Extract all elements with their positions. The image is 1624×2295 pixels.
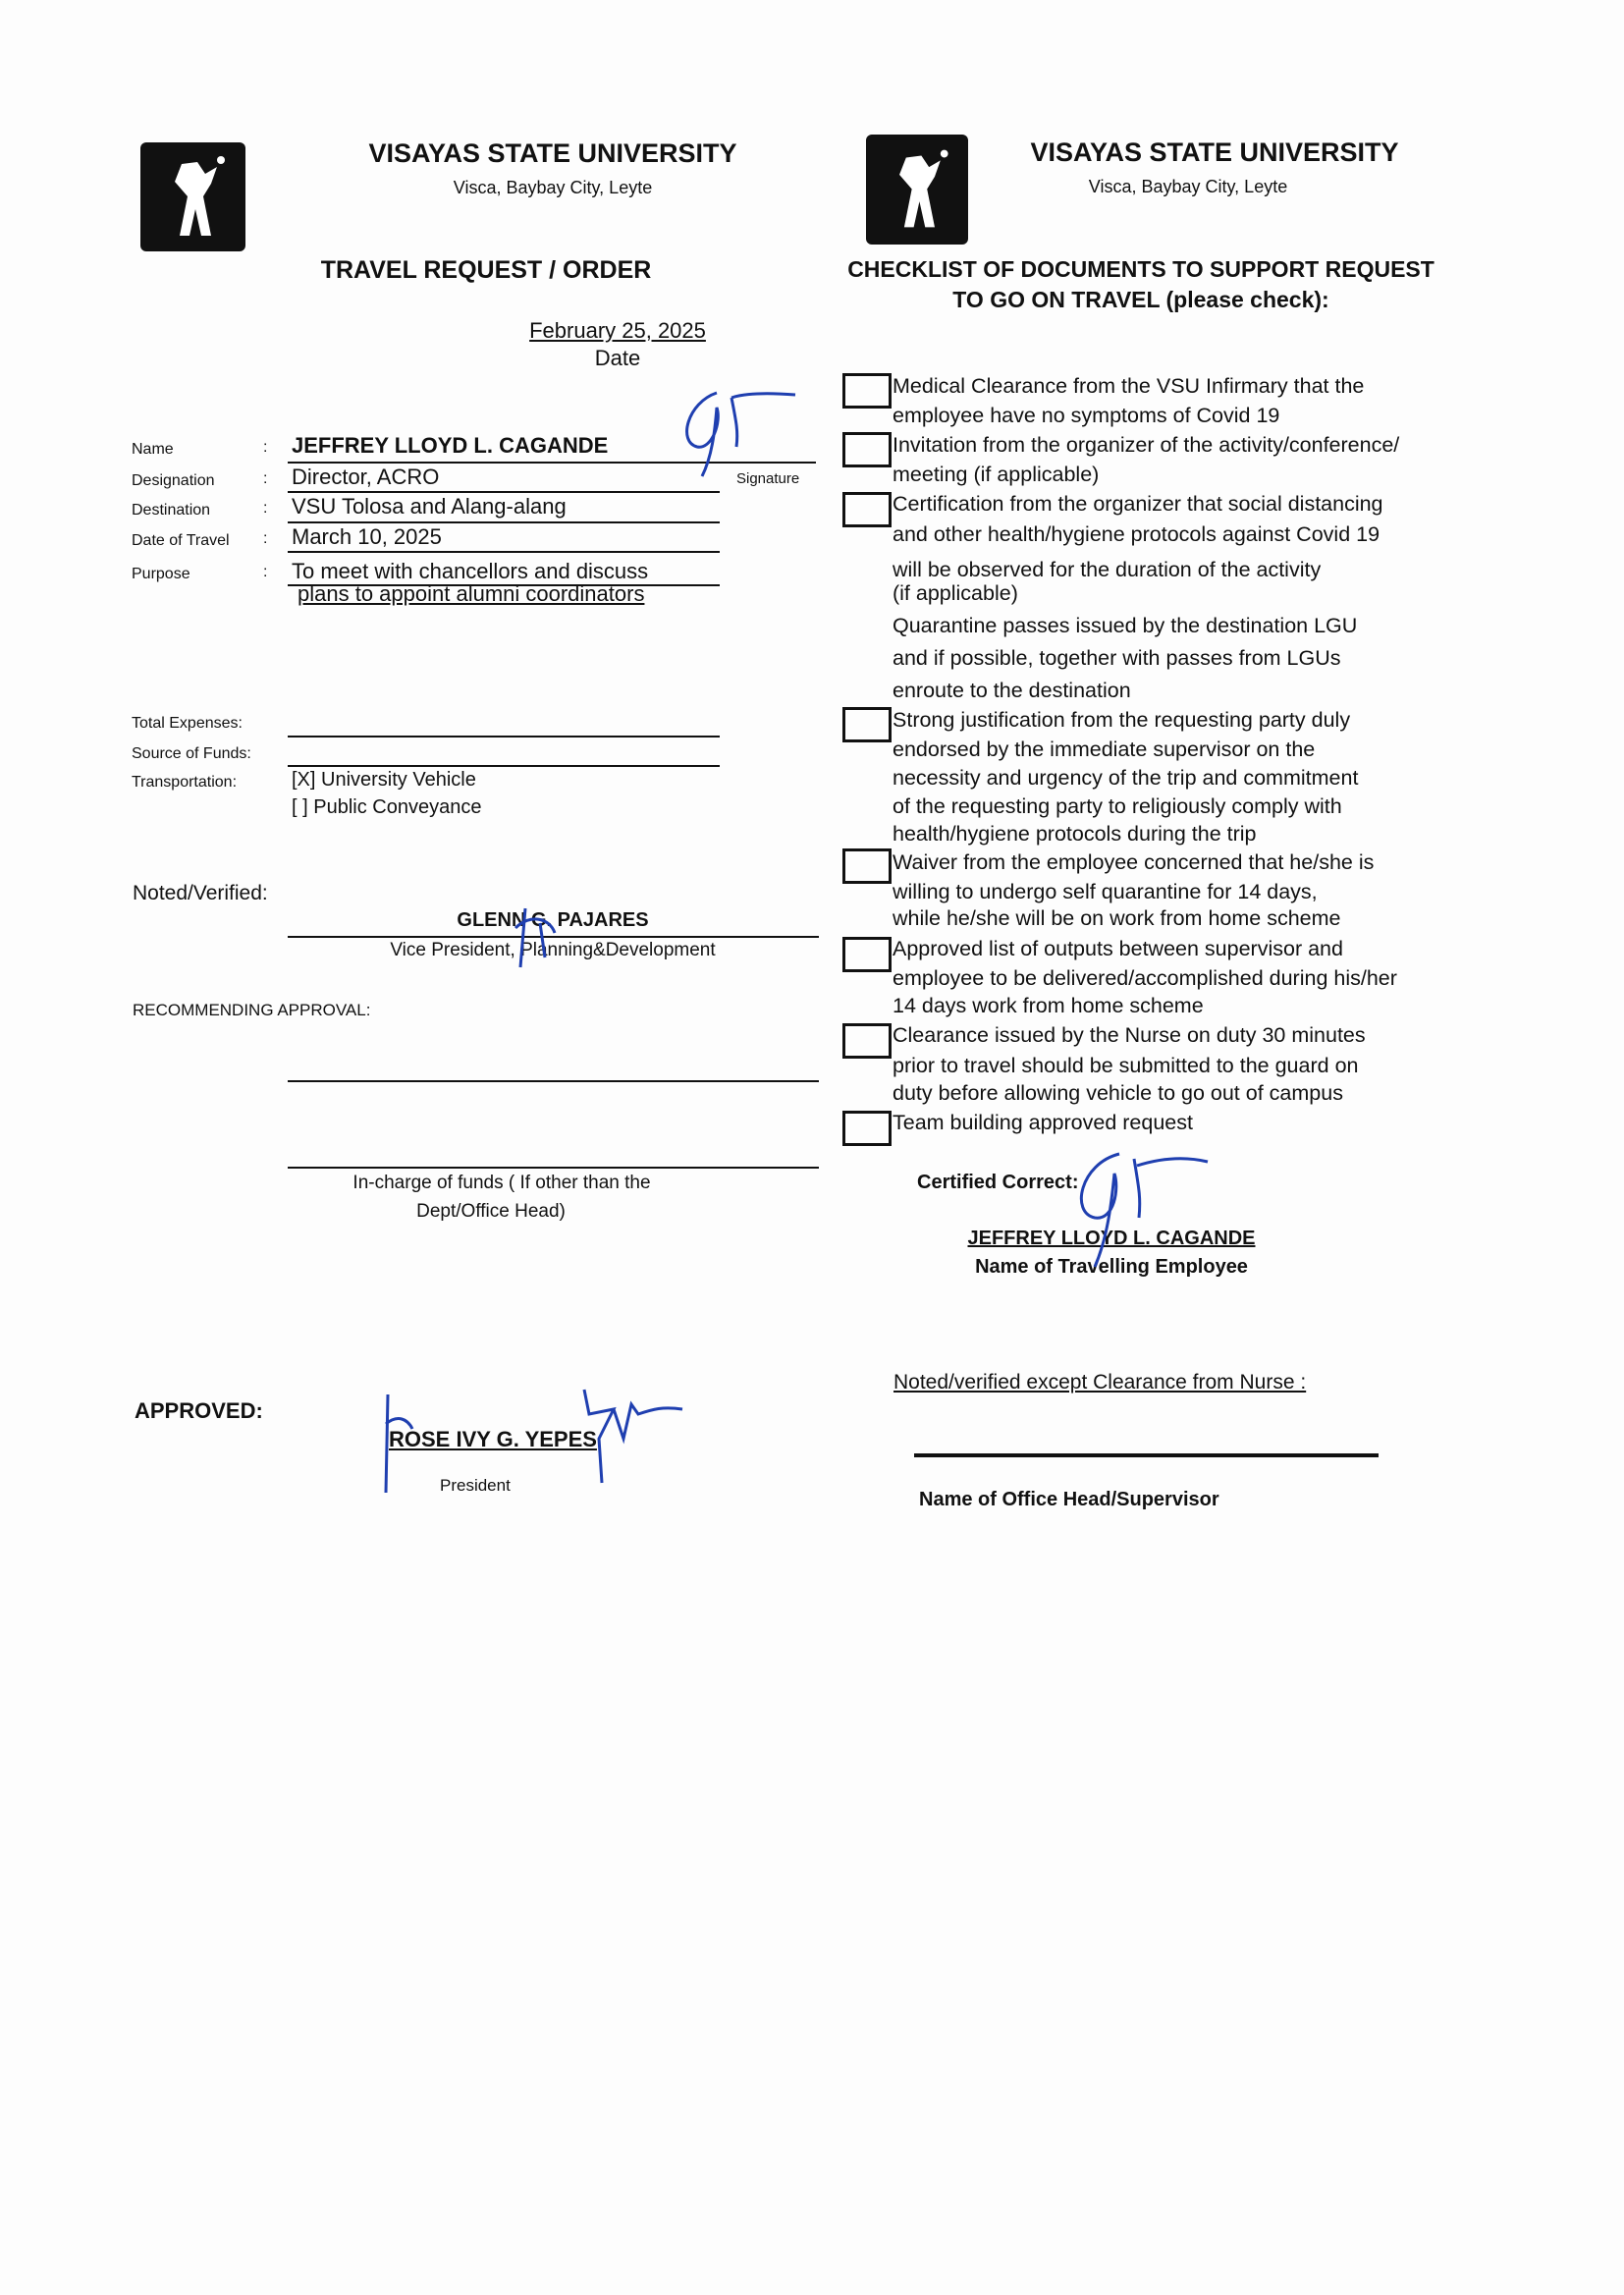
university-address: Visca, Baybay City, Leyte (453, 178, 653, 197)
checklist-text: necessity and urgency of the trip and commitment (893, 766, 1359, 790)
checklist-text: willing to undergo self quarantine for 14 days, (893, 880, 1318, 903)
checkbox-approved-outputs[interactable] (842, 937, 892, 972)
approved-label: APPROVED: (135, 1398, 263, 1423)
checklist-text: endorsed by the immediate supervisor on the (893, 738, 1316, 761)
noted-name: GLENN G. PAJARES (457, 909, 649, 931)
date-travel-label: Date of Travel (132, 532, 230, 549)
transportation-label: Transportation: (132, 774, 238, 791)
applicant-signature (677, 383, 805, 481)
destination-value: VSU Tolosa and Alang-alang (292, 494, 567, 519)
checklist-title-line1: CHECKLIST OF DOCUMENTS TO SUPPORT REQUEST (847, 256, 1435, 282)
checklist-title-line2: TO GO ON TRAVEL (please check): (952, 287, 1329, 312)
checklist-text: 14 days work from home scheme (893, 994, 1204, 1017)
office-head-caption: Name of Office Head/Supervisor (919, 1489, 1219, 1510)
checklist-text: of the requesting party to religiously comply with (893, 794, 1342, 818)
certified-label: Certified Correct: (917, 1172, 1079, 1193)
university-logo (866, 135, 968, 245)
colon: : (263, 564, 268, 580)
checklist-text: Medical Clearance from the VSU Infirmary that the (893, 374, 1365, 398)
colon: : (263, 500, 268, 517)
checkbox-justification[interactable] (842, 707, 892, 742)
employee-name: JEFFREY LLOYD L. CAGANDE (967, 1228, 1256, 1249)
recommending-label: RECOMMENDING APPROVAL: (133, 1001, 371, 1019)
university-logo (140, 142, 245, 251)
source-funds-label: Source of Funds: (132, 745, 251, 762)
checklist-text: and other health/hygiene protocols against Covid 19 (893, 522, 1380, 546)
checklist-text: Quarantine passes issued by the destination LGU (893, 614, 1358, 637)
designation-value: Director, ACRO (292, 464, 440, 489)
checklist-text: Approved list of outputs between supervisor and (893, 937, 1343, 960)
colon: : (263, 470, 268, 487)
colon: : (263, 530, 268, 547)
checklist-text: Strong justification from the requesting party duly (893, 708, 1351, 732)
checklist-text: (if applicable) (893, 581, 1018, 605)
checkbox-certification[interactable] (842, 492, 892, 527)
checklist-text: Invitation from the organizer of the activity/conference/ (893, 433, 1400, 457)
checklist-text: Team building approved request (893, 1111, 1193, 1134)
incharge-caption-line1: In-charge of funds ( If other than the (352, 1173, 651, 1193)
purpose-label: Purpose (132, 566, 190, 582)
signature-label: Signature (736, 470, 800, 487)
checklist-text: Certification from the organizer that social distancing (893, 492, 1383, 516)
name-value: JEFFREY LLOYD L. CAGANDE (292, 433, 609, 458)
university-name: VISAYAS STATE UNIVERSITY (368, 138, 737, 168)
request-date: February 25, 2025 (529, 318, 706, 343)
checklist-text: health/hygiene protocols during the trip (893, 822, 1257, 846)
approved-name: ROSE IVY G. YEPES (389, 1427, 597, 1451)
checklist-text: and if possible, together with passes from LGUs (893, 646, 1341, 670)
name-label: Name (132, 441, 174, 458)
checkbox-invitation[interactable] (842, 432, 892, 467)
university-address: Visca, Baybay City, Leyte (1088, 177, 1288, 196)
checklist-text: employee have no symptoms of Covid 19 (893, 404, 1280, 427)
total-expenses-label: Total Expenses: (132, 715, 243, 732)
checkbox-team-building[interactable] (842, 1111, 892, 1146)
checklist-text: will be observed for the duration of the activity (893, 558, 1322, 581)
transport-university-vehicle: [X] University Vehicle (292, 769, 476, 791)
noted-label: Noted/Verified: (133, 882, 268, 904)
checkbox-nurse-clearance[interactable] (842, 1023, 892, 1059)
checklist-text: prior to travel should be submitted to the guard on (893, 1054, 1359, 1077)
purpose-value-line2: plans to appoint alumni coordinators (298, 581, 645, 606)
checklist-text: while he/she will be on work from home scheme (893, 906, 1341, 930)
approved-title: President (440, 1476, 511, 1495)
purpose-value-line1: To meet with chancellors and discuss (292, 559, 649, 583)
checklist-text: Clearance issued by the Nurse on duty 30 minutes (893, 1023, 1366, 1047)
checklist-text: Waiver from the employee concerned that he/she is (893, 850, 1375, 874)
checkbox-medical-clearance[interactable] (842, 373, 892, 409)
transport-public-conveyance: [ ] Public Conveyance (292, 796, 482, 818)
checklist-text: meeting (if applicable) (893, 463, 1100, 486)
checklist-text: enroute to the destination (893, 679, 1131, 702)
designation-label: Designation (132, 472, 215, 489)
checklist-text: employee to be delivered/accomplished during his/her (893, 966, 1397, 990)
date-label: Date (594, 346, 641, 370)
noted-except-label: Noted/verified except Clearance from Nurse : (893, 1371, 1307, 1393)
checkbox-waiver[interactable] (842, 848, 892, 884)
university-name: VISAYAS STATE UNIVERSITY (1030, 137, 1399, 167)
form-title: TRAVEL REQUEST / ORDER (320, 256, 652, 284)
president-signature (378, 1385, 692, 1493)
destination-label: Destination (132, 502, 211, 519)
date-travel-value: March 10, 2025 (292, 524, 442, 549)
colon: : (263, 439, 268, 456)
vp-signature (511, 903, 569, 972)
noted-title: Vice President, Planning&Development (390, 940, 716, 960)
incharge-caption-line2: Dept/Office Head) (416, 1201, 566, 1222)
checklist-text: duty before allowing vehicle to go out of campus (893, 1081, 1343, 1105)
employee-caption: Name of Travelling Employee (975, 1256, 1248, 1278)
employee-signature (1060, 1144, 1218, 1272)
